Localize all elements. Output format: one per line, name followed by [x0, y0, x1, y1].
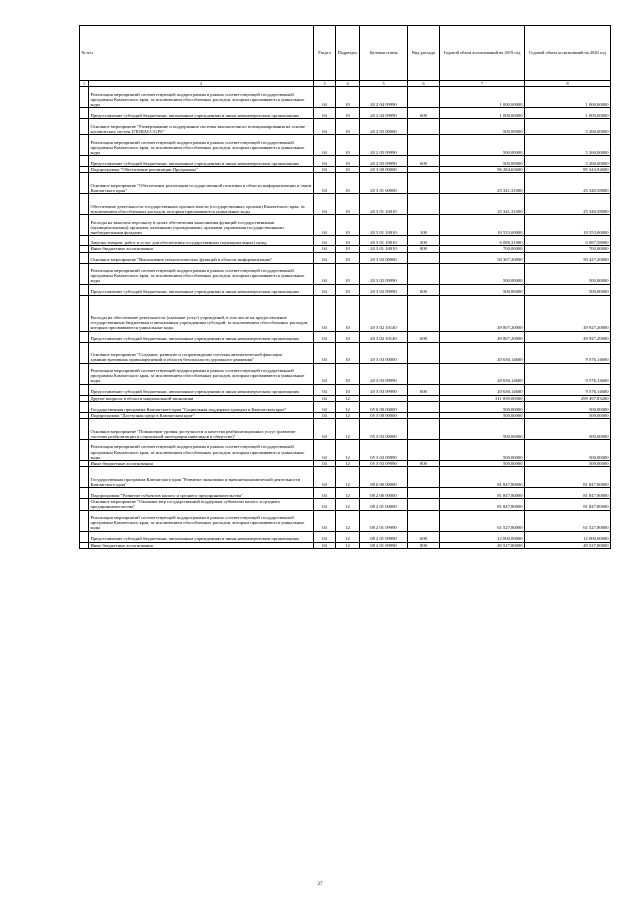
row-number-cell — [80, 531, 89, 542]
row-name-cell: Иные бюджетные ассигнования — [89, 542, 314, 548]
col-number: 7 — [440, 81, 525, 87]
row-name-cell: Подпрограмма "Обеспечение реализации Программы" — [89, 167, 314, 173]
row-tsel-cell: 20 3 02 00000 — [360, 252, 408, 263]
row-2019-cell: 500,00000 — [440, 401, 525, 412]
table-row — [80, 194, 611, 215]
row-2019-cell: 12 000,00000 — [440, 531, 525, 542]
row-2019-cell: 311 839,00000 — [440, 395, 525, 401]
row-vid-cell: 800 — [408, 461, 440, 467]
row-razdel-cell: 04 — [314, 412, 336, 418]
row-vid-cell — [408, 263, 440, 284]
row-tsel-cell: 05 0 00 00000 — [360, 401, 408, 412]
row-podrazdel-cell: 10 — [336, 342, 360, 363]
row-2020-cell: 5 260,00000 — [525, 119, 611, 135]
table-row — [80, 440, 611, 461]
row-2019-cell: 20 636,14600 — [440, 342, 525, 363]
row-podrazdel-cell: 10 — [336, 194, 360, 215]
row-number-cell — [80, 135, 89, 156]
row-podrazdel-cell: 12 — [336, 419, 360, 440]
row-2019-cell: 6 088,31000 — [440, 236, 525, 246]
row-vid-cell — [408, 440, 440, 461]
row-razdel-cell: 04 — [314, 295, 336, 331]
col-number: 3 — [314, 81, 336, 87]
row-2019-cell: 81 847,80000 — [440, 488, 525, 499]
row-name-cell: Реализация мероприятий соответствующей подпрограммы в рамках соответствующей государственной программы Камчатского края, за исключением обособленных расходов, которым присваиваются уникальные коды — [89, 263, 314, 284]
table-row — [80, 263, 611, 284]
budget-table — [79, 25, 611, 549]
row-tsel-cell: 08 2 00 00000 — [360, 488, 408, 499]
table-row — [80, 510, 611, 531]
row-2019-cell: 96 284,65600 — [440, 167, 525, 173]
row-tsel-cell: 20 3 03 00000 — [360, 342, 408, 363]
row-vid-cell — [408, 499, 440, 510]
row-number-cell — [80, 108, 89, 119]
row-name-cell: Предоставление субсидий бюджетным, автономным учреждениям и иным некоммерческим организациям — [89, 284, 314, 295]
row-razdel-cell: 04 — [314, 119, 336, 135]
row-name-cell: Основное мероприятие "Повышение уровня доступности и качества реабилитационных услуг (развитие системы реабилитации и социальной интеграции инвалидов в общество)" — [89, 419, 314, 440]
row-2019-cell: 81 847,80000 — [440, 467, 525, 488]
row-number-cell — [80, 401, 89, 412]
row-2019-cell: 49 527,80000 — [440, 542, 525, 548]
row-name-cell: Подпрограмма "Развитие субъектов малого и среднего предпринимательства" — [89, 488, 314, 499]
row-razdel-cell: 04 — [314, 215, 336, 236]
row-name-cell: Подпрограмма "Доступная среда в Камчатском крае" — [89, 412, 314, 418]
row-razdel-cell: 04 — [314, 363, 336, 384]
row-podrazdel-cell: 10 — [336, 331, 360, 342]
row-vid-cell: 600 — [408, 284, 440, 295]
row-number-cell — [80, 284, 89, 295]
row-tsel-cell: 08 2 01 00000 — [360, 499, 408, 510]
row-vid-cell — [408, 510, 440, 531]
row-2019-cell: 61 527,80000 — [440, 510, 525, 531]
row-razdel-cell: 04 — [314, 108, 336, 119]
row-tsel-cell: 05 3 03 09990 — [360, 440, 408, 461]
row-tsel-cell: 05 3 00 00000 — [360, 412, 408, 418]
row-number-cell — [80, 488, 89, 499]
row-2019-cell: 1 000,00000 — [440, 87, 525, 108]
row-podrazdel-cell: 10 — [336, 363, 360, 384]
row-2020-cell: 81 847,80000 — [525, 499, 611, 510]
row-2020-cell: 299 497,83200 — [525, 395, 611, 401]
row-number-cell — [80, 295, 89, 331]
row-vid-cell: 600 — [408, 108, 440, 119]
row-tsel-cell: 08 0 00 00000 — [360, 467, 408, 488]
row-2020-cell: 1 000,00000 — [525, 108, 611, 119]
table-row — [80, 419, 611, 440]
row-podrazdel-cell: 10 — [336, 119, 360, 135]
row-number-cell — [80, 194, 89, 215]
row-razdel-cell: 04 — [314, 252, 336, 263]
row-podrazdel-cell: 10 — [336, 167, 360, 173]
col-number: 5 — [360, 81, 408, 87]
row-2019-cell: 50 307,20000 — [440, 252, 525, 263]
row-number-cell — [80, 384, 89, 395]
row-2020-cell: 50 427,20000 — [525, 252, 611, 263]
row-2020-cell: 500,00000 — [525, 419, 611, 440]
row-2020-cell: 700,00000 — [525, 246, 611, 252]
row-number-cell — [80, 236, 89, 246]
row-name-cell: Основное мероприятие "Выполнение технологических функций в области информатизации" — [89, 252, 314, 263]
row-razdel-cell: 04 — [314, 135, 336, 156]
row-name-cell: Предоставление субсидий бюджетным, автономным учреждениям и иным некоммерческим организациям — [89, 384, 314, 395]
row-podrazdel-cell: 12 — [336, 488, 360, 499]
row-razdel-cell: 04 — [314, 342, 336, 363]
row-2020-cell: 9 576,14600 — [525, 342, 611, 363]
row-vid-cell — [408, 135, 440, 156]
col-number: 1 — [80, 81, 89, 87]
row-2019-cell: 500,00000 — [440, 119, 525, 135]
header-razdel: Раздел — [314, 26, 336, 81]
row-tsel-cell: 08 2 01 09990 — [360, 531, 408, 542]
row-name-cell: Основное мероприятие "Развертывание и поддержание системы высокоточного позиционирования на основе космических систем ГЛОНАСС/GPS" — [89, 119, 314, 135]
row-tsel-cell: 20 3 01 10010 — [360, 236, 408, 246]
row-tsel-cell: 20 3 01 00000 — [360, 173, 408, 194]
row-2019-cell: 25 341,31000 — [440, 173, 525, 194]
row-name-cell: Расходы на выплаты персоналу в целях обеспечения выполнения функций государственными (муниципальными) органами, казенными учреждениями, органами управления государственными внебюджетными фондами — [89, 215, 314, 236]
table-row — [80, 87, 611, 108]
row-2020-cell: 49 527,80000 — [525, 542, 611, 548]
row-2019-cell: 500,00000 — [440, 263, 525, 284]
table-row — [80, 342, 611, 363]
table-row — [80, 215, 611, 236]
row-name-cell: Реализация мероприятий соответствующей подпрограммы в рамках соответствующей государственной программы Камчатского края, за исключением обособленных расходов, которым присваиваются уникальные коды — [89, 363, 314, 384]
row-2020-cell: 1 000,00000 — [525, 87, 611, 108]
row-razdel-cell: 04 — [314, 263, 336, 284]
row-2020-cell: 61 527,80000 — [525, 510, 611, 531]
table-row — [80, 331, 611, 342]
row-vid-cell: 800 — [408, 246, 440, 252]
row-number-cell — [80, 363, 89, 384]
row-vid-cell: 600 — [408, 531, 440, 542]
row-razdel-cell: 04 — [314, 531, 336, 542]
row-razdel-cell: 04 — [314, 173, 336, 194]
row-2019-cell: 18 553,00000 — [440, 215, 525, 236]
row-number-cell — [80, 173, 89, 194]
row-name-cell: Предоставление субсидий бюджетным, автономным учреждениям и иным некоммерческим организациям — [89, 156, 314, 167]
row-2020-cell: 81 847,80000 — [525, 467, 611, 488]
row-razdel-cell: 04 — [314, 167, 336, 173]
row-vid-cell: 600 — [408, 156, 440, 167]
row-tsel-cell: 20 2 05 09990 — [360, 135, 408, 156]
row-2019-cell: 500,00000 — [440, 412, 525, 418]
row-razdel-cell: 04 — [314, 401, 336, 412]
row-name-cell: Государственная программа Камчатского края "Развитие экономики и внешнеэкономической деятельности Камчатского края" — [89, 467, 314, 488]
budget-table-sheet — [79, 25, 610, 549]
row-2020-cell: 9 576,14600 — [525, 363, 611, 384]
row-tsel-cell: 20 3 01 10010 — [360, 194, 408, 215]
col-number: 2 — [89, 81, 314, 87]
row-number-cell — [80, 263, 89, 284]
table-row — [80, 236, 611, 246]
row-name-cell: Закупка товаров, работ и услуг для обеспечения государственных (муниципальных) нужд — [89, 236, 314, 246]
row-tsel-cell: 20 3 03 09990 — [360, 363, 408, 384]
row-tsel-cell: 08 2 01 09990 — [360, 510, 408, 531]
row-2019-cell: 49 807,20000 — [440, 295, 525, 331]
row-2019-cell: 500,00000 — [440, 284, 525, 295]
row-number-cell — [80, 215, 89, 236]
row-2020-cell: 49 927,20000 — [525, 331, 611, 342]
row-2019-cell: 49 807,20000 — [440, 331, 525, 342]
row-2020-cell: 25 340,58000 — [525, 194, 611, 215]
row-tsel-cell: 20 3 02 10140 — [360, 295, 408, 331]
row-podrazdel-cell: 10 — [336, 135, 360, 156]
row-number-cell — [80, 342, 89, 363]
row-number-cell — [80, 156, 89, 167]
row-vid-cell: 800 — [408, 542, 440, 548]
col-number: 6 — [408, 81, 440, 87]
row-number-cell — [80, 467, 89, 488]
row-razdel-cell: 04 — [314, 395, 336, 401]
row-vid-cell: 100 — [408, 215, 440, 236]
header-vid: Вид расхода — [408, 26, 440, 81]
row-name-cell: Расходы на обеспечение деятельности (оказание услуг) учреждений, в том числе на предоставление государственным бюджетным и автономным учреждениям субсидий, за исключением обособленных расходов, которым присваиваются уникальные коды — [89, 295, 314, 331]
row-number-cell — [80, 542, 89, 548]
row-razdel-cell: 04 — [314, 246, 336, 252]
row-vid-cell — [408, 363, 440, 384]
row-2019-cell: 700,00000 — [440, 246, 525, 252]
row-razdel-cell: 04 — [314, 194, 336, 215]
row-name-cell: Иные бюджетные ассигнования — [89, 461, 314, 467]
table-row — [80, 119, 611, 135]
table-row — [80, 135, 611, 156]
row-number-cell — [80, 510, 89, 531]
row-2020-cell: 9 576,14600 — [525, 384, 611, 395]
row-podrazdel-cell: 10 — [336, 236, 360, 246]
row-podrazdel-cell: 10 — [336, 252, 360, 263]
header-num: № п/п — [80, 26, 314, 81]
row-2019-cell: 500,00000 — [440, 440, 525, 461]
row-razdel-cell: 04 — [314, 284, 336, 295]
table-row — [80, 467, 611, 488]
row-vid-cell: 200 — [408, 236, 440, 246]
row-2020-cell: 81 847,80000 — [525, 488, 611, 499]
row-podrazdel-cell: 12 — [336, 499, 360, 510]
row-podrazdel-cell: 12 — [336, 440, 360, 461]
row-2019-cell: 500,00000 — [440, 419, 525, 440]
row-number-cell — [80, 119, 89, 135]
row-number-cell — [80, 499, 89, 510]
row-2020-cell: 500,00000 — [525, 412, 611, 418]
row-podrazdel-cell: 10 — [336, 87, 360, 108]
row-vid-cell — [408, 419, 440, 440]
row-podrazdel-cell: 12 — [336, 510, 360, 531]
row-tsel-cell: 05 3 03 00000 — [360, 419, 408, 440]
row-vid-cell — [408, 252, 440, 263]
row-name-cell: Обеспечение деятельности государственных органов власти (государственных органов) Камчатского края, за исключением обособленных расходов, которым присваиваются уникальные коды — [89, 194, 314, 215]
row-podrazdel-cell: 12 — [336, 467, 360, 488]
row-vid-cell — [408, 488, 440, 499]
table-row — [80, 173, 611, 194]
row-razdel-cell: 04 — [314, 156, 336, 167]
row-razdel-cell: 04 — [314, 467, 336, 488]
row-2020-cell: 500,00000 — [525, 461, 611, 467]
row-2020-cell: 85 343,92600 — [525, 167, 611, 173]
row-podrazdel-cell: 12 — [336, 395, 360, 401]
row-name-cell: Основное мероприятие "Оказание мер государственной поддержки субъектам малого и среднего предпринимательства" — [89, 499, 314, 510]
row-name-cell: Основное мероприятие "Создание, развитие и сопровождение системы автоматической фиксации административных правонарушений в области безопасности дорожного движения" — [89, 342, 314, 363]
row-2020-cell: 5 260,00000 — [525, 135, 611, 156]
row-name-cell: Реализация мероприятий соответствующей подпрограммы в рамках соответствующей государственной программы Камчатского края, за исключением обособленных расходов, которым присваиваются уникальные коды — [89, 87, 314, 108]
table-row — [80, 284, 611, 295]
row-name-cell: Реализация мероприятий соответствующей подпрограммы в рамках соответствующей государственной программы Камчатского края, за исключением обособленных расходов, которым присваиваются уникальные коды — [89, 440, 314, 461]
row-tsel-cell: 20 3 01 10010 — [360, 246, 408, 252]
row-razdel-cell: 04 — [314, 499, 336, 510]
header-row — [80, 26, 611, 81]
row-name-cell: Основное мероприятие "Обеспечение реализации государственной политики в области информатизации и связи Камчатского края" — [89, 173, 314, 194]
row-name-cell: Другие вопросы в области национальной экономики — [89, 395, 314, 401]
row-razdel-cell: 04 — [314, 331, 336, 342]
row-razdel-cell: 04 — [314, 488, 336, 499]
row-podrazdel-cell: 10 — [336, 156, 360, 167]
row-razdel-cell: 04 — [314, 419, 336, 440]
row-tsel-cell: 20 3 02 09990 — [360, 263, 408, 284]
row-podrazdel-cell: 10 — [336, 215, 360, 236]
row-name-cell: Предоставление субсидий бюджетным, автономным учреждениям и иным некоммерческим организациям — [89, 531, 314, 542]
row-2020-cell: 25 340,58000 — [525, 173, 611, 194]
row-number-cell — [80, 252, 89, 263]
row-2020-cell: 500,00000 — [525, 440, 611, 461]
row-2019-cell: 1 000,00000 — [440, 108, 525, 119]
row-2020-cell: 500,00000 — [525, 284, 611, 295]
header-2020: Годовой объем ассигнований на 2020 год — [525, 26, 611, 81]
row-vid-cell — [408, 467, 440, 488]
table-row — [80, 108, 611, 119]
row-razdel-cell: 04 — [314, 440, 336, 461]
table-row — [80, 363, 611, 384]
row-number-cell — [80, 331, 89, 342]
row-razdel-cell: 04 — [314, 384, 336, 395]
table-body — [80, 87, 611, 549]
row-name-cell: Реализация мероприятий соответствующей подпрограммы в рамках соответствующей государственной программы Камчатского края, за исключением обособленных расходов, которым присваиваются уникальные коды — [89, 510, 314, 531]
row-2019-cell: 20 636,14600 — [440, 363, 525, 384]
row-2019-cell: 20 636,14600 — [440, 384, 525, 395]
row-vid-cell — [408, 295, 440, 331]
header-podrazdel: Подраздел — [336, 26, 360, 81]
row-2020-cell: 500,00000 — [525, 263, 611, 284]
row-podrazdel-cell: 12 — [336, 461, 360, 467]
row-razdel-cell: 04 — [314, 542, 336, 548]
row-vid-cell — [408, 119, 440, 135]
row-podrazdel-cell: 12 — [336, 412, 360, 418]
table-row — [80, 252, 611, 263]
col-number: 4 — [336, 81, 360, 87]
row-2019-cell: 500,00000 — [440, 156, 525, 167]
row-2020-cell: 5 260,00000 — [525, 156, 611, 167]
row-vid-cell — [408, 401, 440, 412]
row-tsel-cell: 20 3 00 00000 — [360, 167, 408, 173]
row-vid-cell — [408, 173, 440, 194]
page-number: 27 — [317, 882, 323, 887]
row-podrazdel-cell: 12 — [336, 531, 360, 542]
table-row — [80, 542, 611, 548]
row-2020-cell: 500,00000 — [525, 401, 611, 412]
row-podrazdel-cell: 10 — [336, 173, 360, 194]
row-2020-cell: 6 087,58000 — [525, 236, 611, 246]
row-name-cell: Государственная программа Камчатского края "Социальная поддержка граждан в Камчатском крае" — [89, 401, 314, 412]
row-tsel-cell: 20 2 04 09990 — [360, 108, 408, 119]
row-number-cell — [80, 440, 89, 461]
table-row — [80, 156, 611, 167]
row-podrazdel-cell: 12 — [336, 401, 360, 412]
row-razdel-cell: 04 — [314, 236, 336, 246]
table-row — [80, 531, 611, 542]
row-number-cell — [80, 419, 89, 440]
row-2019-cell: 500,00000 — [440, 135, 525, 156]
col-number: 8 — [525, 81, 611, 87]
row-name-cell: Предоставление субсидий бюджетным, автономным учреждениям и иным некоммерческим организациям — [89, 331, 314, 342]
row-vid-cell — [408, 342, 440, 363]
row-vid-cell: 600 — [408, 331, 440, 342]
row-tsel-cell: 20 3 02 09990 — [360, 284, 408, 295]
row-tsel-cell: 20 3 03 09990 — [360, 384, 408, 395]
row-name-cell: Иные бюджетные ассигнования — [89, 246, 314, 252]
row-name-cell: Предоставление субсидий бюджетным, автономным учреждениям и иным некоммерческим организациям — [89, 108, 314, 119]
row-tsel-cell: 20 2 04 09990 — [360, 87, 408, 108]
row-podrazdel-cell: 10 — [336, 295, 360, 331]
row-2019-cell: 25 341,31000 — [440, 194, 525, 215]
row-razdel-cell: 04 — [314, 461, 336, 467]
table-row — [80, 401, 611, 412]
row-name-cell: Реализация мероприятий соответствующей подпрограммы в рамках соответствующей государственной программы Камчатского края, за исключением обособленных расходов, которым присваиваются уникальные коды — [89, 135, 314, 156]
table-row — [80, 384, 611, 395]
header-2019: Годовой объем ассигнований на 2019 год — [440, 26, 525, 81]
row-tsel-cell: 08 2 01 09990 — [360, 542, 408, 548]
row-2020-cell: 12 000,00000 — [525, 531, 611, 542]
row-2019-cell: 500,00000 — [440, 461, 525, 467]
row-tsel-cell: 20 2 05 09990 — [360, 156, 408, 167]
row-razdel-cell: 04 — [314, 87, 336, 108]
row-podrazdel-cell: 10 — [336, 108, 360, 119]
table-row — [80, 499, 611, 510]
row-tsel-cell: 20 3 01 10010 — [360, 215, 408, 236]
row-vid-cell — [408, 87, 440, 108]
row-vid-cell — [408, 194, 440, 215]
row-number-cell — [80, 87, 89, 108]
table-row — [80, 488, 611, 499]
row-tsel-cell: 05 3 03 09990 — [360, 461, 408, 467]
row-2020-cell: 18 553,00000 — [525, 215, 611, 236]
row-podrazdel-cell: 10 — [336, 384, 360, 395]
row-vid-cell: 600 — [408, 384, 440, 395]
row-2019-cell: 81 847,80000 — [440, 499, 525, 510]
row-podrazdel-cell: 10 — [336, 263, 360, 284]
row-razdel-cell: 04 — [314, 510, 336, 531]
row-tsel-cell: 20 3 02 10140 — [360, 331, 408, 342]
row-podrazdel-cell: 10 — [336, 246, 360, 252]
row-tsel-cell: 20 2 05 00000 — [360, 119, 408, 135]
row-podrazdel-cell: 12 — [336, 542, 360, 548]
header-tsel: Целевая статья — [360, 26, 408, 81]
row-podrazdel-cell: 10 — [336, 284, 360, 295]
table-row — [80, 295, 611, 331]
row-2020-cell: 49 927,20000 — [525, 295, 611, 331]
